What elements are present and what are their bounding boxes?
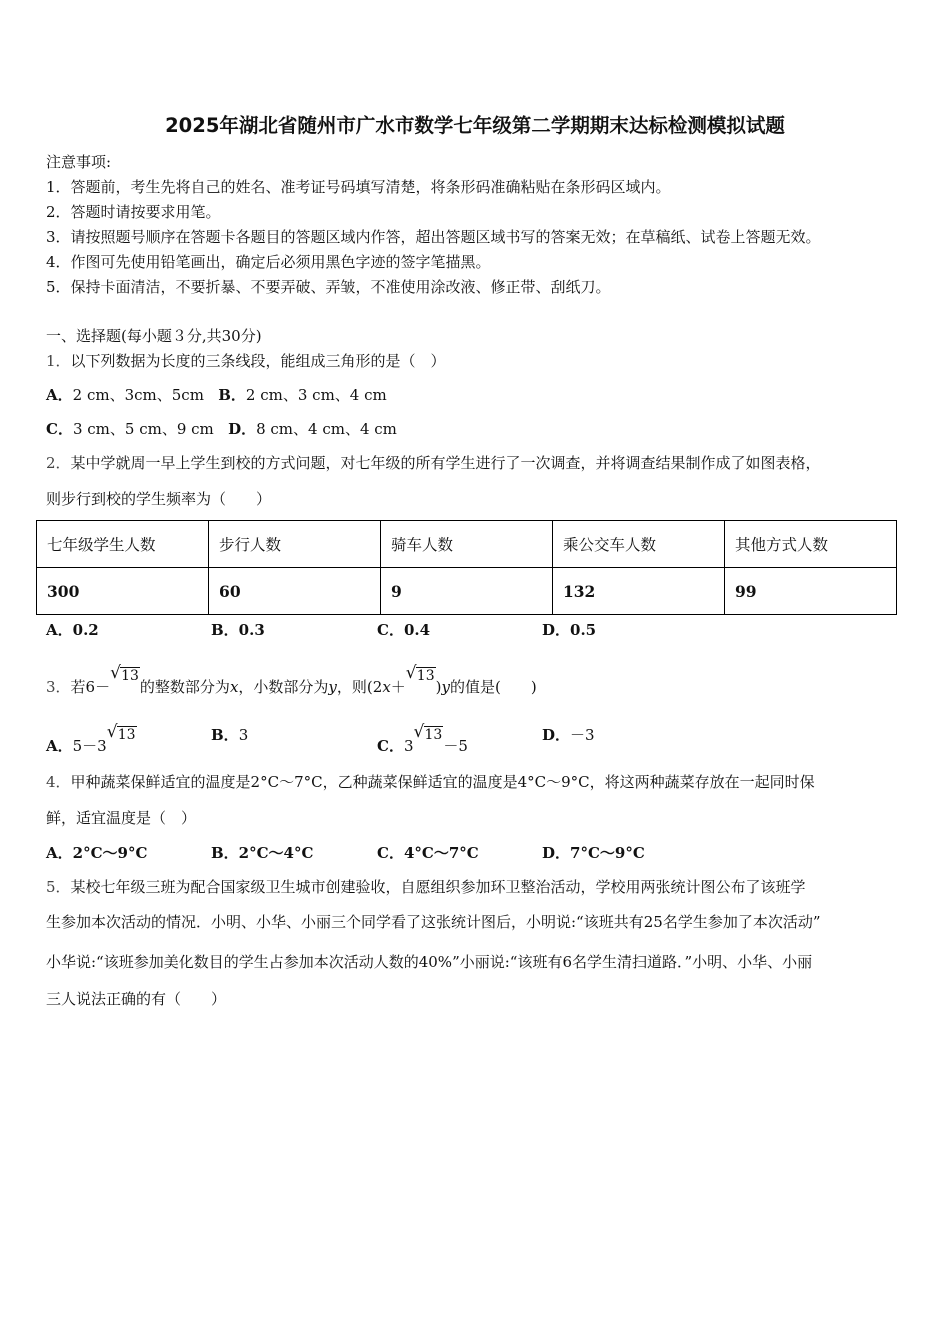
question-text: 甲种蔬菜保鲜适宜的温度是2°C～7°C，乙种蔬菜保鲜适宜的温度是4°C～9°C，将这两种蔬菜存放在一起同时保 xyxy=(70,773,815,791)
variable-x: x xyxy=(382,678,391,696)
radicand: 13 xyxy=(424,727,443,743)
table-header-cell: 步行人数 xyxy=(209,521,381,568)
option-label: C． xyxy=(377,737,404,755)
notice-item: 2．答题时请按要求用笔。 xyxy=(46,203,221,221)
option-label: D． xyxy=(542,726,571,744)
sqrt-expression xyxy=(405,663,436,686)
table-header-cell: 乘公交车人数 xyxy=(552,521,724,568)
option-d xyxy=(542,725,595,745)
question-5-line-4: 三人说法正确的有（ ） xyxy=(46,990,227,1008)
question-1-options-row-1 xyxy=(46,385,387,405)
question-5-line-2: 生参加本次活动的情况．小明、小华、小丽三个同学看了这张统计图后，小明说:“该班共有25名学生参加了本次活动” xyxy=(46,913,821,931)
option-b: 2 cm、3 cm、4 cm xyxy=(245,386,387,404)
radical-sign-icon: √ xyxy=(413,722,425,742)
option-text: 3 xyxy=(403,737,414,755)
question-1-options-row-2 xyxy=(46,419,397,439)
radicand: 13 xyxy=(121,668,139,684)
question-text: ，小数部分为 xyxy=(238,678,329,696)
option-text: 3 xyxy=(238,726,249,744)
option-label: A． xyxy=(46,386,73,404)
question-2-line-2: 则步行到校的学生频率为（ ） xyxy=(46,490,272,508)
notice-item: 3．请按照题号顺序在答题卡各题目的答题区域内作答，超出答题区域书写的答案无效；在草稿纸、试卷上答题无效。 xyxy=(46,228,821,246)
table-header-row xyxy=(37,521,897,568)
notice-heading: 注意事项: xyxy=(46,153,112,171)
page-title: 2025年湖北省随州市广水市数学七年级第二学期期末达标检测模拟试题 xyxy=(165,114,785,137)
table-header-cell: 其他方式人数 xyxy=(724,521,896,568)
radical-sign-icon: √ xyxy=(110,663,121,683)
notice-item: 4．作图可先使用铅笔画出，确定后必须用黑色字迹的签字笔描黑。 xyxy=(46,253,491,271)
option-label: A． xyxy=(46,737,73,755)
variable-y: y xyxy=(328,678,337,696)
sqrt-expression xyxy=(106,722,137,745)
question-number: 2． xyxy=(46,454,71,472)
option-d: D．7°C～9°C xyxy=(542,844,645,862)
option-d: 8 cm、4 cm、4 cm xyxy=(256,420,397,438)
question-2 xyxy=(46,453,821,473)
option-label: B． xyxy=(218,386,246,404)
question-text: 某中学就周一早上学生到校的方式问题，对七年级的所有学生进行了一次调查，并将调查结果制作成了如图表格， xyxy=(70,454,821,472)
option-a: 2 cm、3cm、5cm xyxy=(72,386,204,404)
option-text: －5 xyxy=(443,737,468,755)
option-c xyxy=(377,722,468,756)
option-b: B．2°C～4°C xyxy=(211,844,314,862)
variable-y: y xyxy=(441,678,450,696)
radicand: 13 xyxy=(416,668,435,684)
question-1 xyxy=(46,351,446,371)
radical-sign-icon: √ xyxy=(405,663,417,683)
table-cell: 132 xyxy=(552,568,724,615)
option-text: －3 xyxy=(570,726,595,744)
option-a xyxy=(46,722,137,756)
question-text: ，则(2 xyxy=(336,678,383,696)
option-label: B． xyxy=(211,726,239,744)
question-4-line-2: 鲜，适宜温度是（ ） xyxy=(46,809,197,827)
question-5 xyxy=(46,877,806,897)
question-3 xyxy=(46,663,537,697)
table-header-cell: 骑车人数 xyxy=(381,521,553,568)
notice-item: 1．答题前，考生先将自己的姓名、准考证号码填写清楚，将条形码准确粘贴在条形码区域内。 xyxy=(46,178,671,196)
option-a: A．0.2 xyxy=(46,621,99,639)
question-number: 4． xyxy=(46,773,71,791)
variable-x: x xyxy=(229,678,239,696)
sqrt-expression xyxy=(413,722,444,745)
question-number: 5． xyxy=(46,878,71,896)
question-text: 以下列数据为长度的三条线段，能组成三角形的是（ ） xyxy=(70,352,446,370)
option-a: A．2°C～9°C xyxy=(46,844,148,862)
radicand: 13 xyxy=(117,727,136,743)
sqrt-expression xyxy=(110,663,140,686)
option-b xyxy=(211,725,248,745)
question-number: 3． xyxy=(46,678,71,696)
option-text: 5－3 xyxy=(72,737,107,755)
question-text: 某校七年级三班为配合国家级卫生城市创建验收，自愿组织参加环卫整治活动，学校用两张统计图公布了该班学 xyxy=(70,878,806,896)
option-c: C．0.4 xyxy=(377,621,431,639)
plus-sign: ＋ xyxy=(390,678,406,696)
question-4 xyxy=(46,772,815,792)
table-row xyxy=(37,568,897,615)
table-cell: 99 xyxy=(724,568,896,615)
option-label: D． xyxy=(228,420,257,438)
question-5-line-3: 小华说:“该班参加美化数目的学生占参加本次活动人数的40%”小丽说:“该班有6名学生清扫道路．”小明、小华、小丽 xyxy=(46,953,813,971)
section-heading: 一、选择题(每小题３分,共30分) xyxy=(46,327,262,345)
table-header-cell: 七年级学生人数 xyxy=(37,521,209,568)
option-c: 3 cm、5 cm、9 cm xyxy=(72,420,214,438)
option-label: C． xyxy=(46,420,73,438)
option-d: D．0.5 xyxy=(542,621,597,639)
option-c: C．4°C～7°C xyxy=(377,844,479,862)
table-cell: 300 xyxy=(37,568,209,615)
question-number: 1． xyxy=(46,352,71,370)
table-cell: 9 xyxy=(381,568,553,615)
question-text: 的整数部分为 xyxy=(139,678,230,696)
notice-item: 5．保持卡面清洁，不要折暴、不要弄破、弄皱，不准使用涂改液、修正带、刮纸刀。 xyxy=(46,278,611,296)
question-text: 若6－ xyxy=(70,678,111,696)
question-text: 的值是( ) xyxy=(449,678,537,696)
table-cell: 60 xyxy=(209,568,381,615)
option-b: B．0.3 xyxy=(211,621,265,639)
question-text: ) xyxy=(435,678,442,696)
survey-table xyxy=(36,520,897,615)
radical-sign-icon: √ xyxy=(106,722,118,742)
